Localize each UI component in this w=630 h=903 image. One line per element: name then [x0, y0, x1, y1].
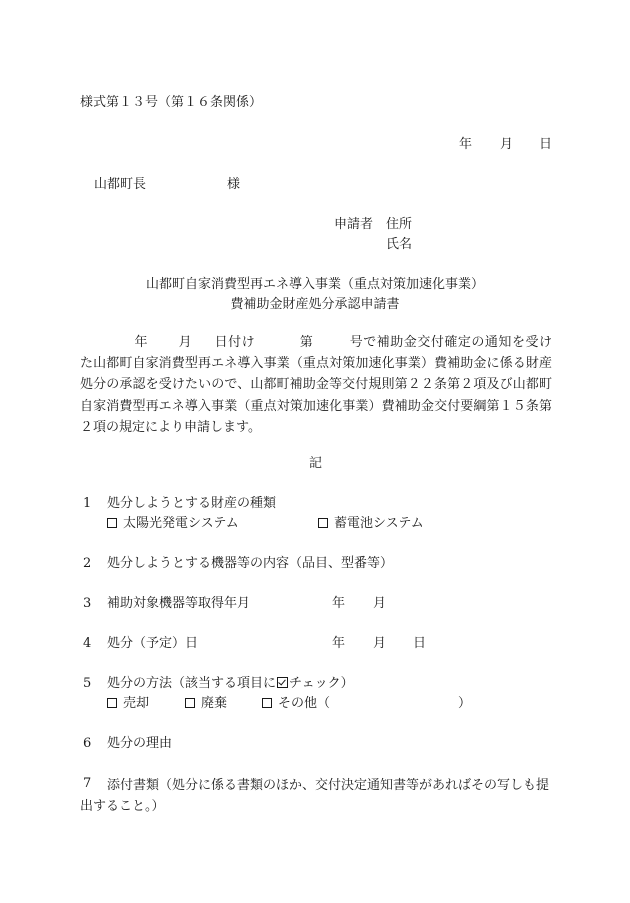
item-5-number: 5 [83, 676, 92, 691]
item-5-label: 処分の方法（該当する項目に チェック） [107, 676, 354, 691]
item-3-number: 3 [83, 596, 92, 611]
item-5-option-sale[interactable]: 売却 [107, 695, 149, 713]
addressee-name: 山都町長 [94, 177, 147, 192]
checkbox-icon[interactable] [107, 518, 117, 528]
item-4-year: 年 [332, 636, 346, 651]
checkbox-icon[interactable] [262, 698, 272, 708]
item-3-year: 年 [332, 596, 346, 611]
item-4-day: 日 [413, 636, 427, 651]
date-month-label: 月 [500, 137, 514, 152]
item-7-label: 添付書類（処分に係る書類のほか、交付決定通知書等があればその写しも提出すること。） [80, 778, 550, 814]
item-5-option-other[interactable]: その他（ [262, 695, 330, 713]
item-1-option-battery[interactable]: 蓄電池システム [318, 515, 424, 533]
item-5-close-paren: ） [458, 696, 472, 711]
date-day-label: 日 [539, 137, 553, 152]
checkbox-icon[interactable] [185, 698, 195, 708]
item-2-label: 処分しようとする機器等の内容（品目、型番等） [107, 556, 394, 571]
item-3-month: 月 [373, 596, 387, 611]
body-dai: 第 [299, 335, 314, 350]
item-6-label: 処分の理由 [107, 736, 173, 751]
form-number: 様式第１３号（第１６条関係） [80, 95, 263, 110]
title-line-2: 費補助金財産処分承認申請書 [230, 297, 400, 312]
body-day-suffix: 日付け [214, 335, 256, 350]
addressee-honorific: 様 [227, 177, 241, 192]
body-text: 号で補助金交付確定の通知を受けた山都町自家消費型再エネ導入事業（重点対策加速化事業）費補助金に係る財産処分の承認を受けたいので、山都町補助金等交付規則第２２条第２項及び山都町自家消費型再エネ導入事業（重点対策加速化事業）費補助金交付要綱第１５条第２項の規定により申請します。 [80, 335, 552, 435]
applicant-name-label: 氏名 [386, 237, 413, 252]
body-year: 年 [134, 335, 149, 350]
item-4-label: 処分（予定）日 [107, 636, 199, 651]
checkbox-icon[interactable] [107, 698, 117, 708]
date-year-label: 年 [459, 137, 473, 152]
item-2-number: 2 [83, 556, 92, 571]
item-1-option-solar[interactable]: 太陽光発電システム [107, 515, 239, 533]
applicant-address-label: 住所 [386, 217, 413, 232]
checked-box-icon [277, 677, 288, 688]
item-4-month: 月 [373, 636, 387, 651]
title-line-1: 山都町自家消費型再エネ導入事業（重点対策加速化事業） [145, 277, 484, 292]
body-month: 月 [178, 335, 193, 350]
item-5-option-disposal[interactable]: 廃棄 [185, 695, 227, 713]
ki-heading: 記 [309, 456, 323, 471]
body-paragraph [80, 332, 552, 438]
item-1-label: 処分しようとする財産の種類 [107, 496, 277, 511]
item-4-number: 4 [83, 636, 92, 651]
item-6-number: 6 [83, 736, 92, 751]
applicant-label: 申請者 [334, 217, 374, 232]
item-3-label: 補助対象機器等取得年月 [107, 596, 251, 611]
checkbox-icon[interactable] [318, 518, 328, 528]
item-7-number: 7 [83, 776, 92, 791]
item-1-number: 1 [83, 496, 92, 511]
